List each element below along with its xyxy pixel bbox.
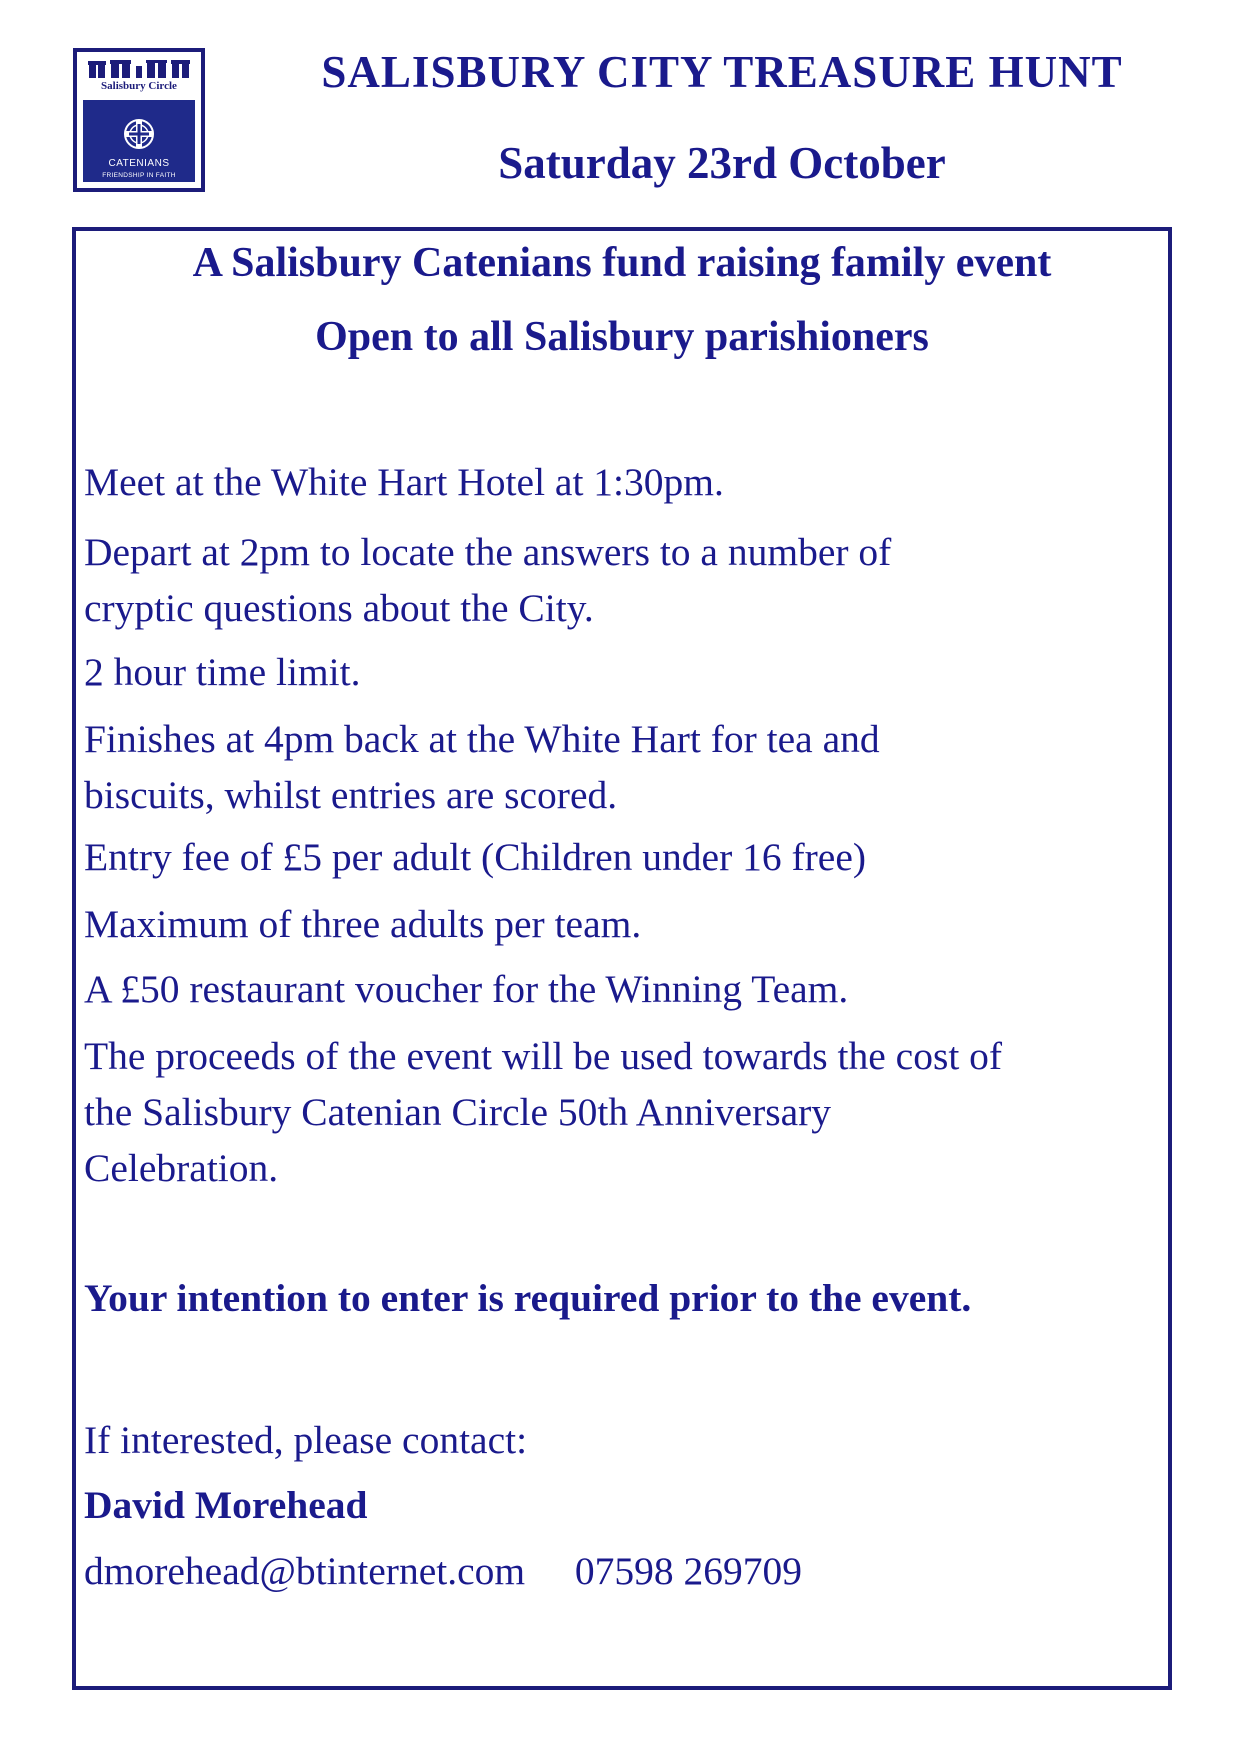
entry-notice: Your intention to enter is required prior to the event. bbox=[84, 1276, 972, 1320]
detail-line: the Salisbury Catenian Circle 50th Anniversary bbox=[84, 1090, 832, 1134]
logo-org-name: CATENIANS bbox=[108, 158, 170, 169]
detail-line: Celebration. bbox=[84, 1146, 279, 1190]
detail-line: biscuits, whilst entries are scored. bbox=[84, 773, 618, 817]
detail-line: Depart at 2pm to locate the answers to a number of bbox=[84, 530, 892, 574]
detail-line: Meet at the White Hart Hotel at 1:30pm. bbox=[84, 460, 724, 504]
contact-details bbox=[84, 1548, 802, 1594]
event-audience: Open to all Salisbury parishioners bbox=[315, 314, 929, 360]
detail-line: Finishes at 4pm back at the White Hart for tea and bbox=[84, 717, 880, 761]
detail-line: A £50 restaurant voucher for the Winning Team. bbox=[84, 967, 849, 1011]
stonehenge-icon bbox=[87, 60, 191, 78]
page-title: SALISBURY CITY TREASURE HUNT bbox=[321, 47, 1123, 97]
logo-circle-name: Salisbury Circle bbox=[101, 80, 177, 92]
detail-line: 2 hour time limit. bbox=[84, 650, 361, 694]
celtic-cross-icon bbox=[121, 116, 157, 152]
event-date: Saturday 23rd October bbox=[498, 138, 946, 188]
catenians-logo bbox=[73, 48, 205, 192]
contact-prompt: If interested, please contact: bbox=[84, 1418, 528, 1462]
logo-header bbox=[83, 58, 195, 100]
detail-line: Entry fee of £5 per adult (Children under 16 free) bbox=[84, 835, 867, 879]
detail-line: The proceeds of the event will be used towards the cost of bbox=[84, 1034, 1003, 1078]
event-details-box bbox=[72, 227, 1172, 1690]
detail-line: cryptic questions about the City. bbox=[84, 586, 594, 630]
logo-tagline: FRIENDSHIP IN FAITH bbox=[102, 172, 176, 179]
contact-phone[interactable]: 07598 269709 bbox=[574, 1549, 802, 1593]
detail-line: Maximum of three adults per team. bbox=[84, 902, 642, 946]
contact-email[interactable]: dmorehead@btinternet.com bbox=[84, 1549, 526, 1593]
contact-name: David Morehead bbox=[84, 1483, 368, 1527]
logo-panel bbox=[83, 58, 195, 182]
event-description: A Salisbury Catenians fund raising family event bbox=[192, 240, 1052, 286]
